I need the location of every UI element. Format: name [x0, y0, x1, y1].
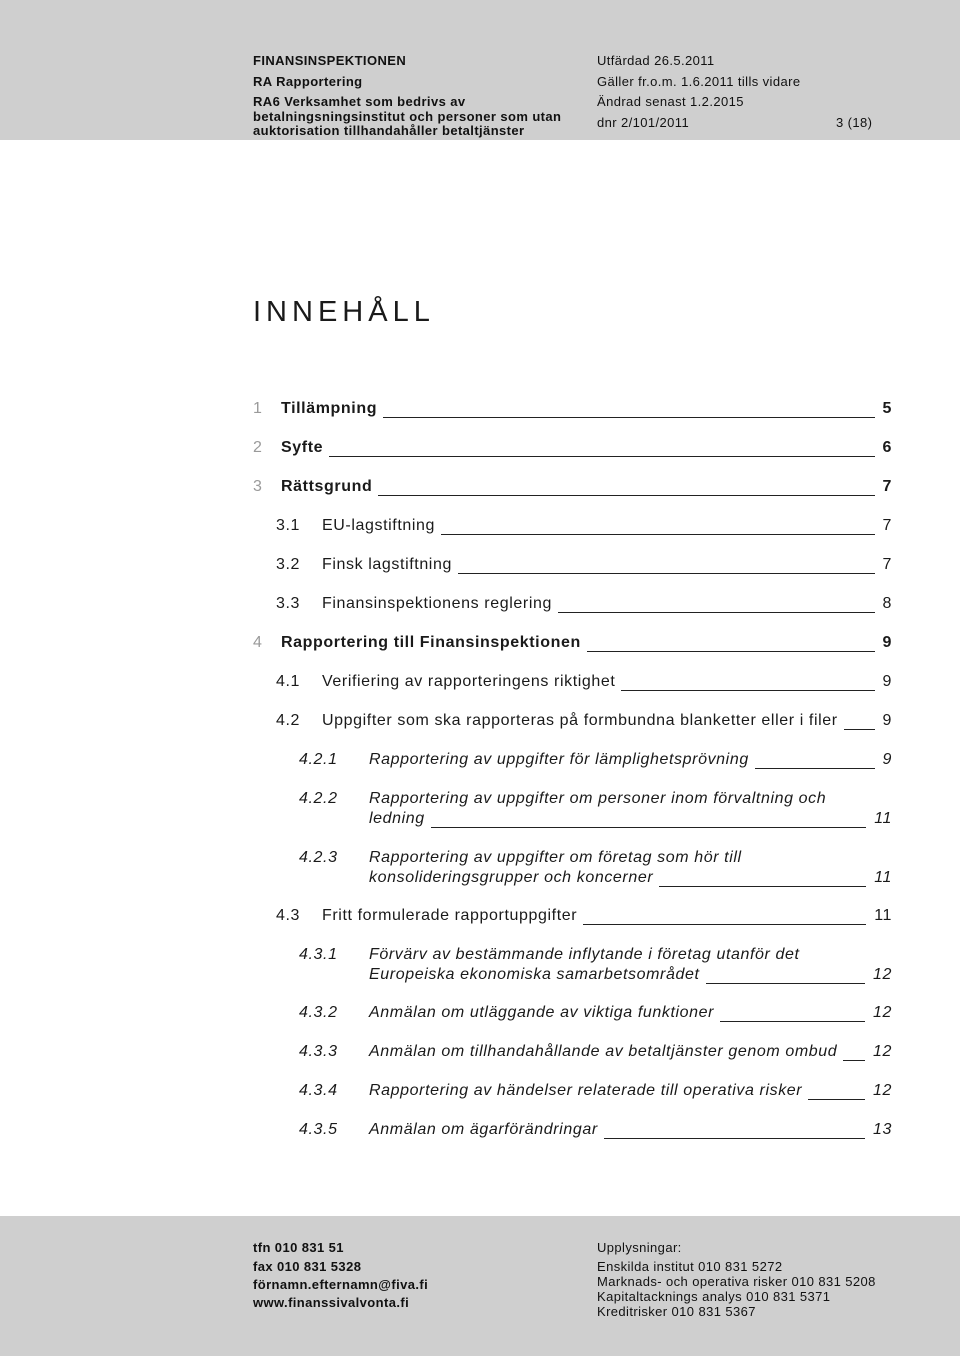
toc-entry-leader: [441, 534, 875, 535]
toc-entry-leader: [808, 1099, 865, 1100]
toc-entry-leader: [706, 983, 865, 984]
toc-entry-page-number: 13: [873, 1121, 892, 1138]
page-title: INNEHÅLL: [253, 296, 435, 328]
toc-entry-title: EU-lagstiftning: [322, 517, 436, 534]
toc-entry-title: Finansinspektionens reglering: [322, 595, 552, 612]
toc-entry-number: 4.3: [276, 907, 301, 924]
footer-info-heading: Upplysningar:: [597, 1240, 682, 1255]
toc-entry-number: 4.3.4: [299, 1082, 338, 1099]
toc-entry-page-number: 9: [882, 634, 892, 651]
toc-entry-title: Rapportering av händelser relaterade till operativa risker: [369, 1082, 803, 1099]
toc-entry-leader: [659, 886, 866, 887]
page-footer: [0, 1216, 960, 1356]
toc-entry-title: Rapportering till Finansinspektionen: [281, 634, 581, 651]
header-subject-line3: auktorisation tillhandahåller betaltjänster: [253, 123, 525, 138]
toc-entry[interactable]: [0, 1004, 960, 1026]
footer-email: förnamn.efternamn@fiva.fi: [253, 1277, 429, 1292]
footer-fax: fax 010 831 5328: [253, 1259, 362, 1274]
footer-phone: tfn 010 831 51: [253, 1240, 344, 1255]
header-page-indicator: 3 (18): [836, 115, 873, 130]
toc-entry-page-number: 9: [882, 751, 892, 768]
toc-entry-title: Anmälan om ägarförändringar: [369, 1121, 598, 1138]
toc-entry[interactable]: [0, 595, 960, 617]
toc-entry-number: 1: [253, 400, 263, 417]
toc-entry[interactable]: [0, 673, 960, 695]
header-amended-date: Ändrad senast 1.2.2015: [597, 94, 744, 109]
toc-entry-title: Tillämpning: [281, 400, 378, 417]
toc-entry-number: 4.3.2: [299, 1004, 338, 1021]
toc-entry-leader: [843, 1060, 865, 1061]
toc-entry[interactable]: [0, 634, 960, 656]
toc-entry-number: 4.3.1: [299, 946, 338, 963]
toc-entry-title: Rapportering av uppgifter för lämplighetsprövning: [369, 751, 749, 768]
page-header: [0, 0, 960, 140]
toc-entry-page-number: 6: [882, 439, 892, 456]
toc-entry-number: 2: [253, 439, 263, 456]
header-category: RA Rapportering: [253, 74, 363, 89]
toc-entry-leader: [431, 827, 866, 828]
toc-entry-title: Rättsgrund: [281, 478, 373, 495]
toc-entry[interactable]: [0, 790, 960, 834]
toc-entry-leader: [621, 690, 875, 691]
toc-entry[interactable]: [0, 1121, 960, 1143]
toc-entry[interactable]: [0, 517, 960, 539]
toc-entry[interactable]: [0, 946, 960, 990]
toc-entry-page-number: 12: [873, 1082, 892, 1099]
header-subject-line2: betalningsningsinstitut och personer som utan: [253, 109, 562, 124]
toc-entry-page-number: 12: [873, 1004, 892, 1021]
toc-entry-page-number: 11: [874, 810, 892, 827]
toc-entry[interactable]: [0, 712, 960, 734]
toc-entry-leader: [587, 651, 875, 652]
toc-entry-number: 4.3.5: [299, 1121, 338, 1138]
footer-contact-individual: Enskilda institut 010 831 5272: [597, 1259, 783, 1274]
header-org-name: FINANSINSPEKTIONEN: [253, 53, 407, 68]
toc-entry-title: Finsk lagstiftning: [322, 556, 452, 573]
toc-entry-leader: [755, 768, 875, 769]
toc-entry[interactable]: [0, 400, 960, 422]
toc-entry-page-number: 9: [882, 673, 892, 690]
toc-entry-leader: [383, 417, 875, 418]
toc-entry-page-number: 7: [882, 478, 892, 495]
toc-entry-page-number: 7: [882, 556, 892, 573]
toc-entry[interactable]: [0, 849, 960, 893]
toc-entry-leader: [329, 456, 875, 457]
toc-entry-title: Rapportering av uppgifter om företag som hör till: [369, 849, 742, 866]
toc-entry-number: 3.1: [276, 517, 301, 534]
toc-entry-title: Syfte: [281, 439, 324, 456]
toc-entry-page-number: 5: [882, 400, 892, 417]
toc-entry-page-number: 9: [882, 712, 892, 729]
header-issued-date: Utfärdad 26.5.2011: [597, 53, 715, 68]
toc-entry-page-number: 7: [882, 517, 892, 534]
toc-entry-title: Anmälan om tillhandahållande av betaltjänster genom ombud: [369, 1043, 838, 1060]
toc-entry-title: Fritt formulerade rapportuppgifter: [322, 907, 578, 924]
toc-entry-title: Verifiering av rapporteringens riktighet: [322, 673, 616, 690]
toc-entry-page-number: 11: [874, 907, 892, 924]
toc-entry-number: 4.2.2: [299, 790, 338, 807]
toc-entry-title-continued: ledning: [369, 810, 425, 827]
toc-entry-number: 3.3: [276, 595, 301, 612]
header-subject-line1: RA6 Verksamhet som bedrivs av: [253, 94, 466, 109]
header-reference-number: dnr 2/101/2011: [597, 115, 690, 130]
footer-contact-market-risk: Marknads- och operativa risker 010 831 5208: [597, 1274, 876, 1289]
toc-entry-number: 4.3.3: [299, 1043, 338, 1060]
footer-contact-credit: Kreditrisker 010 831 5367: [597, 1304, 756, 1319]
footer-website: www.finanssivalvonta.fi: [253, 1295, 410, 1310]
toc-entry-title: Uppgifter som ska rapporteras på formbundna blanketter eller i filer: [322, 712, 838, 729]
toc-entry-number: 3.2: [276, 556, 301, 573]
toc-entry-leader: [604, 1138, 865, 1139]
toc-entry-leader: [558, 612, 875, 613]
header-valid-from: Gäller fr.o.m. 1.6.2011 tills vidare: [597, 74, 801, 89]
toc-entry-number: 4: [253, 634, 263, 651]
toc-entry[interactable]: [0, 1082, 960, 1104]
toc-entry-leader: [458, 573, 875, 574]
toc-entry-leader: [583, 924, 866, 925]
toc-entry-number: 4.1: [276, 673, 301, 690]
toc-entry[interactable]: [0, 1043, 960, 1065]
toc-entry-page-number: 12: [873, 966, 892, 983]
toc-entry[interactable]: [0, 478, 960, 500]
toc-entry-leader: [720, 1021, 865, 1022]
toc-entry-leader: [378, 495, 875, 496]
toc-entry-page-number: 12: [873, 1043, 892, 1060]
toc-entry-title: Förvärv av bestämmande inflytande i företag utanför det: [369, 946, 800, 963]
toc-entry-title-continued: konsolideringsgrupper och koncerner: [369, 869, 654, 886]
toc-entry-number: 4.2: [276, 712, 301, 729]
toc-entry-leader: [844, 729, 875, 730]
toc-entry-title: Rapportering av uppgifter om personer inom förvaltning och: [369, 790, 827, 807]
toc-entry[interactable]: [0, 907, 960, 929]
toc-entry[interactable]: [0, 556, 960, 578]
toc-entry-title: Anmälan om utläggande av viktiga funktioner: [369, 1004, 715, 1021]
toc-entry[interactable]: [0, 751, 960, 773]
toc-entry-number: 3: [253, 478, 263, 495]
toc-entry-number: 4.2.1: [299, 751, 338, 768]
footer-contact-capital: Kapitaltacknings analys 010 831 5371: [597, 1289, 831, 1304]
toc-entry-number: 4.2.3: [299, 849, 338, 866]
toc-entry-page-number: 11: [874, 869, 892, 886]
toc-entry[interactable]: [0, 439, 960, 461]
toc-entry-page-number: 8: [882, 595, 892, 612]
toc-entry-title-continued: Europeiska ekonomiska samarbetsområdet: [369, 966, 700, 983]
